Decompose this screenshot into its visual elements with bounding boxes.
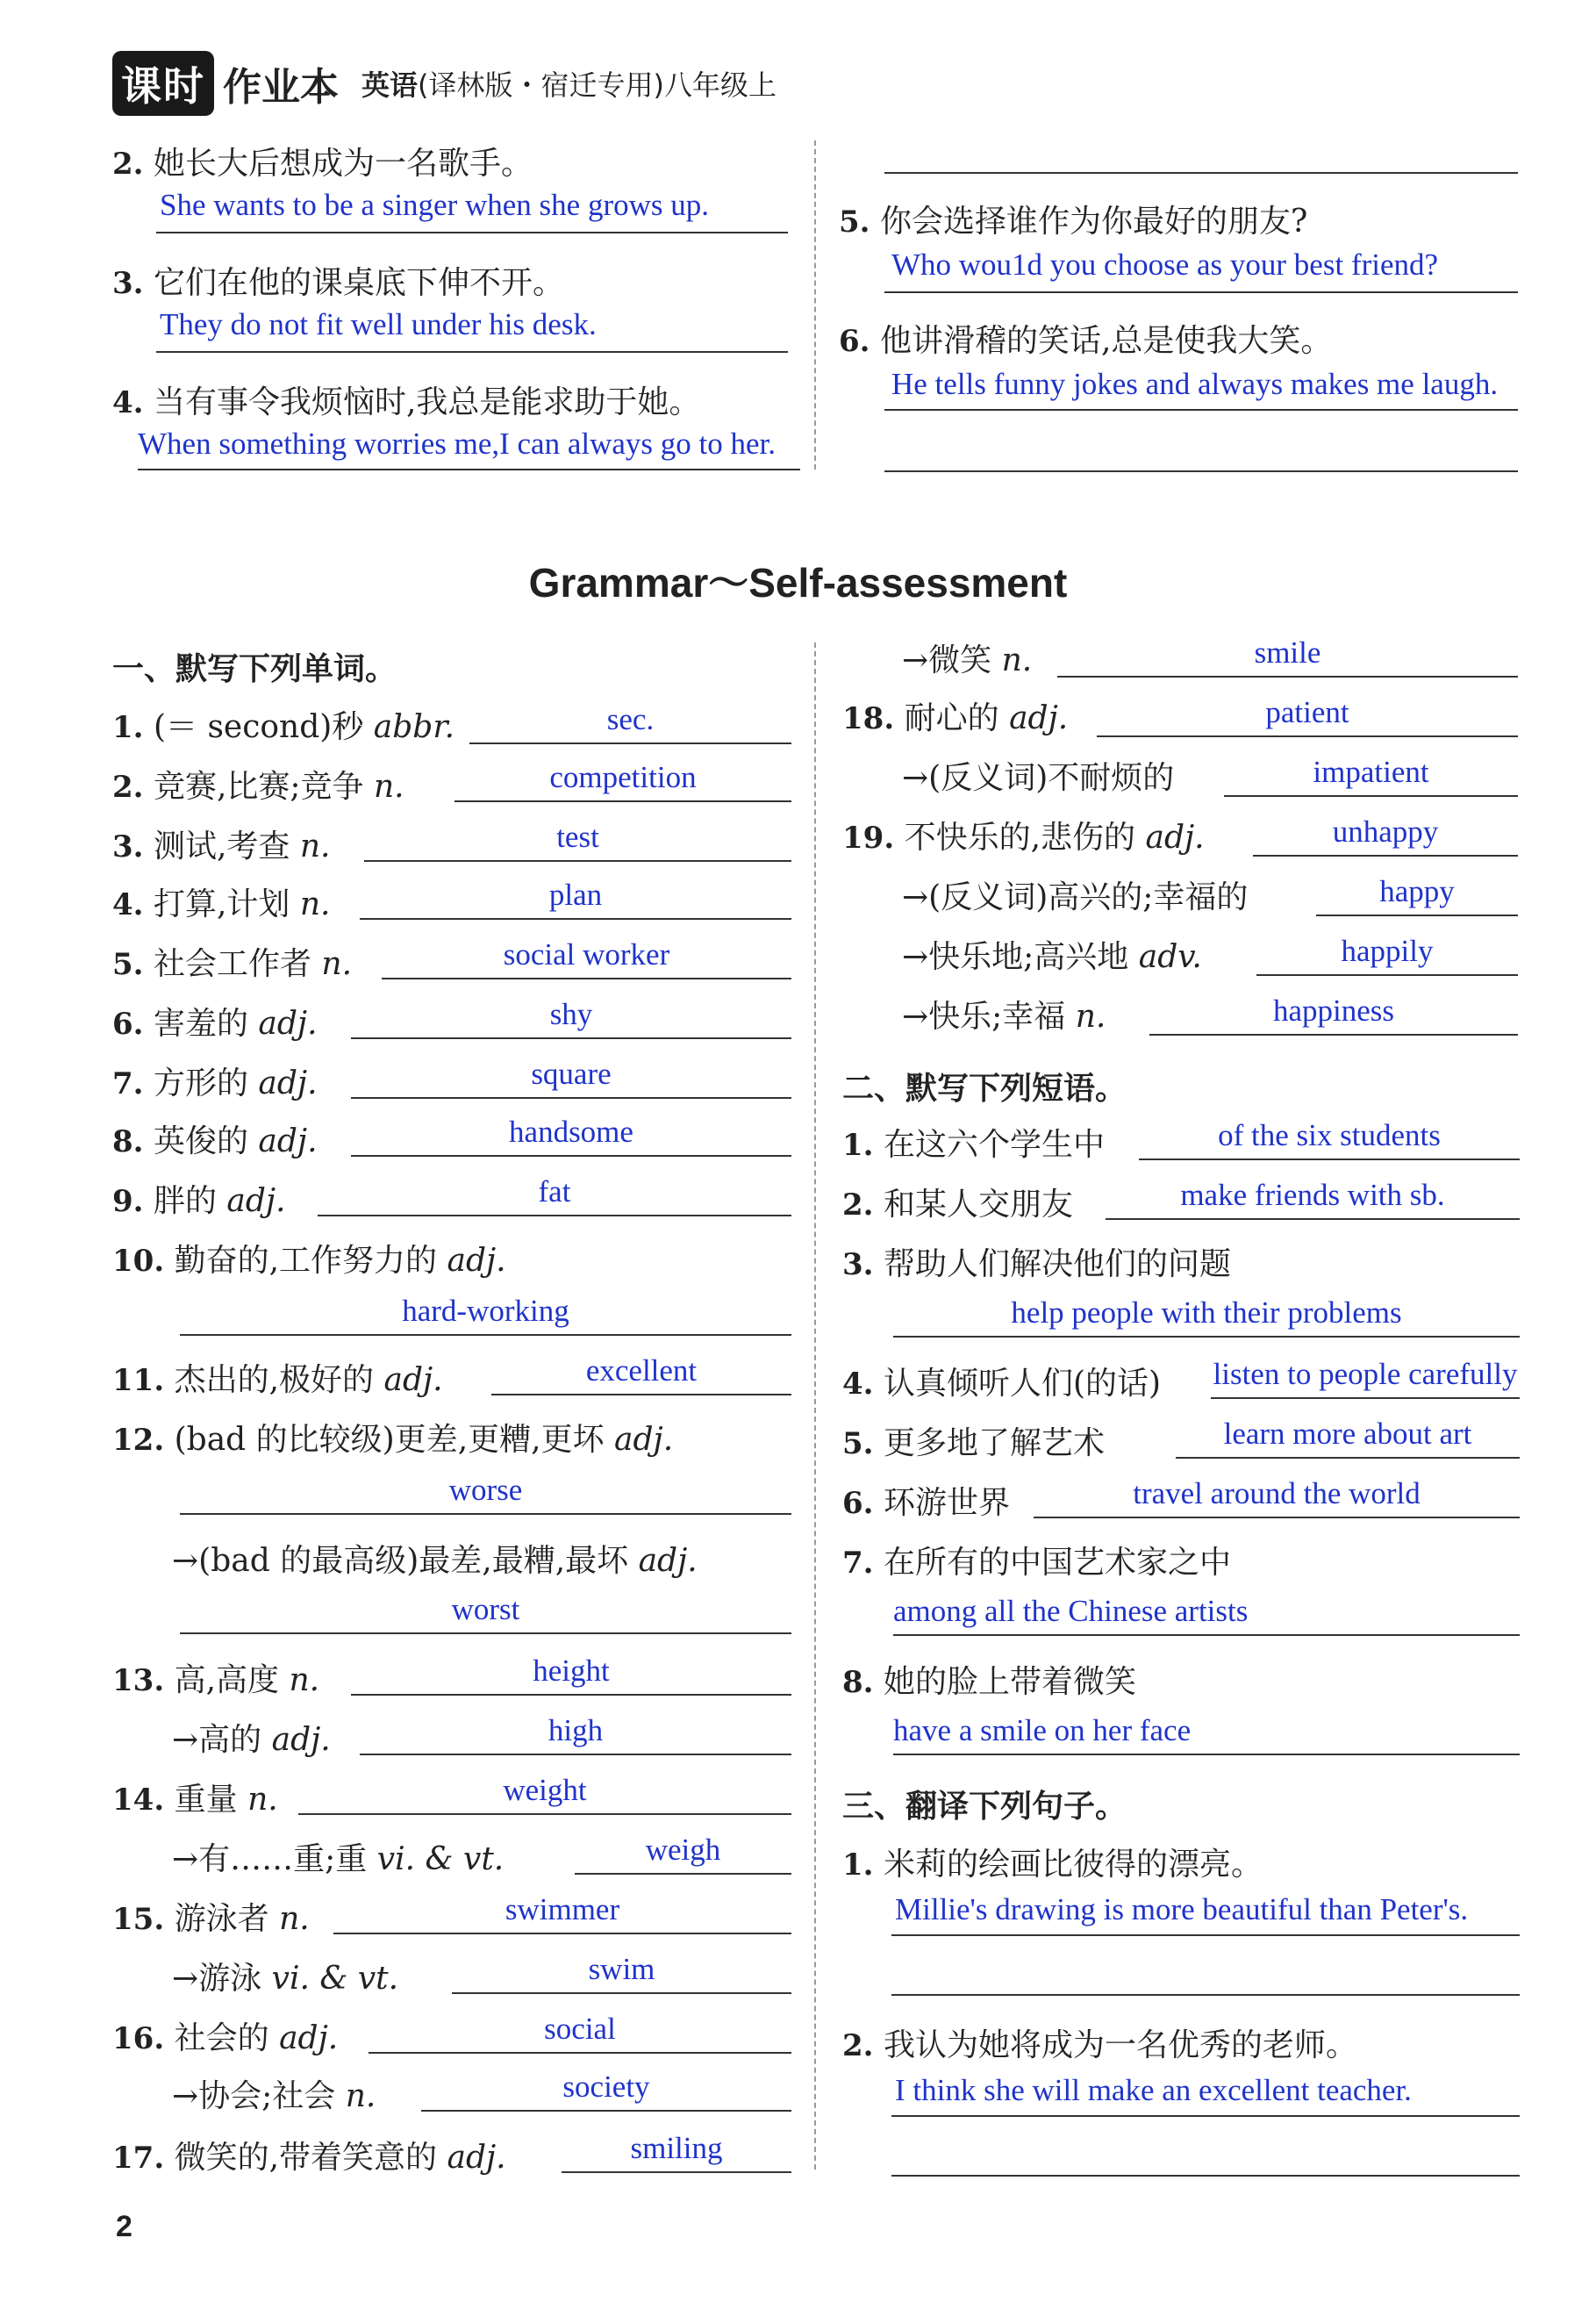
- item-prompt: [842, 693, 1068, 738]
- part-of-speech: adj.: [447, 2140, 506, 2176]
- page-number: 2: [116, 2210, 132, 2243]
- answer-text: He tells funny jokes and always makes me laugh.: [891, 367, 1499, 401]
- part-of-speech: adj.: [1009, 700, 1069, 736]
- answer-line: [1176, 1457, 1520, 1459]
- part-of-speech: adj.: [614, 1422, 674, 1458]
- item-prompt: [842, 1418, 1105, 1463]
- item-chinese: 竞赛,比赛;竞争: [153, 769, 374, 805]
- item-chinese: 环游世界: [883, 1485, 1010, 1521]
- answer-line: [1034, 1517, 1520, 1518]
- item-chinese: 害羞的: [153, 1006, 259, 1042]
- item-prompt: [112, 1116, 318, 1161]
- answer-line: [1149, 1034, 1518, 1036]
- part-of-speech: n.: [279, 1901, 310, 1937]
- part-of-speech: adj.: [279, 2020, 339, 2056]
- answer-text: competition: [549, 760, 697, 794]
- item-prompt: [112, 1415, 673, 1460]
- item-chinese: 高,高度: [174, 1662, 290, 1698]
- part-of-speech: n.: [373, 769, 404, 805]
- answer-line: [893, 1336, 1520, 1338]
- item-prompt: [842, 872, 1248, 917]
- answer-text: travel around the world: [1133, 1476, 1421, 1510]
- part-of-speech: n.: [299, 829, 331, 864]
- item-prompt: [842, 932, 1202, 977]
- item-chinese: 勤奋的,工作努力的: [174, 1243, 447, 1279]
- item-prompt: [842, 1840, 1263, 1884]
- answer-text: help people with their problems: [1011, 1295, 1402, 1330]
- part-of-speech: n.: [289, 1662, 320, 1698]
- answer-text: plan: [548, 878, 603, 912]
- answer-text: happiness: [1272, 994, 1395, 1028]
- item-chinese: →(反义词)高兴的;幸福的: [902, 879, 1249, 915]
- answer-line: [884, 470, 1518, 472]
- section-heading: Grammar～Self-assessment: [528, 560, 1068, 606]
- answer-line: [351, 1097, 791, 1099]
- item-chinese: →微笑: [902, 642, 1002, 678]
- item-number: 17.: [112, 2141, 165, 2176]
- answer-text: society: [562, 2070, 650, 2104]
- item-chinese: 胖的: [153, 1183, 227, 1219]
- answer-text: worse: [448, 1473, 523, 1507]
- answer-text: Who wou1d you choose as your best friend?: [891, 247, 1439, 282]
- part-of-speech: adj.: [1145, 820, 1205, 856]
- item-chinese: 不快乐的,悲伤的: [904, 820, 1146, 856]
- answer-text: weigh: [645, 1833, 721, 1867]
- answer-text: swim: [588, 1952, 655, 1986]
- item-number: 6.: [842, 1486, 874, 1521]
- item-number: 5.: [842, 1426, 874, 1461]
- answer-line: [884, 409, 1518, 411]
- answer-line: [180, 1632, 791, 1634]
- answer-line: [360, 918, 791, 920]
- item-prompt: [112, 2071, 376, 2116]
- answer-line: [891, 2115, 1520, 2117]
- answer-text: have a smile on her face: [893, 1713, 1192, 1747]
- item-chinese: (＝ second)秒: [153, 709, 374, 745]
- item-number: 2.: [842, 1187, 874, 1223]
- answer-line: [1057, 676, 1518, 678]
- answer-text: I think she will make an excellent teacher.: [895, 2073, 1412, 2107]
- item-number: 18.: [842, 701, 895, 736]
- question-item: 6. 他讲滑稽的笑话,总是使我大笑。: [839, 323, 1333, 359]
- answer-line: [893, 1634, 1520, 1636]
- item-chinese: 和某人交朋友: [883, 1187, 1073, 1223]
- item-prompt: [112, 1176, 286, 1221]
- item-prompt: [112, 939, 352, 984]
- answer-line: [360, 1754, 791, 1755]
- item-chinese: 微笑的,带着笑意的: [174, 2140, 447, 2176]
- column-divider-main: [814, 642, 816, 2170]
- section-2-title: 二、默写下列短语。: [842, 1071, 1127, 1107]
- item-chinese: →(反义词)不耐烦的: [902, 760, 1175, 796]
- item-prompt: [842, 992, 1106, 1037]
- item-prompt: [112, 1834, 504, 1879]
- item-chinese: 重量: [174, 1782, 248, 1818]
- item-number: 1.: [842, 1128, 874, 1163]
- answer-text: worst: [451, 1592, 520, 1626]
- item-number: 3.: [112, 829, 144, 864]
- item-number: 11.: [112, 1363, 165, 1398]
- part-of-speech: adj.: [447, 1243, 506, 1279]
- item-prompt: [842, 1239, 1231, 1284]
- answer-line: [1253, 855, 1518, 857]
- item-prompt: [842, 1180, 1073, 1224]
- part-of-speech: abbr.: [373, 709, 455, 745]
- answer-text: excellent: [585, 1353, 698, 1388]
- question-item: 5. 你会选择谁作为你最好的朋友?: [839, 204, 1308, 240]
- item-chinese: 打算,计划: [153, 886, 300, 922]
- answer-line: [469, 742, 791, 744]
- answer-text: square: [531, 1057, 612, 1091]
- part-of-speech: adj.: [271, 1722, 331, 1758]
- answer-text: She wants to be a singer when she grows up.: [160, 188, 710, 222]
- item-number: 10.: [112, 1244, 165, 1279]
- item-number: 5.: [112, 947, 144, 982]
- answer-text: handsome: [509, 1115, 633, 1149]
- item-chinese: 测试,考查: [153, 829, 300, 864]
- item-prompt: [112, 999, 318, 1044]
- answer-text: among all the Chinese artists: [893, 1594, 1249, 1628]
- item-chinese: 我认为她将成为一名优秀的老师。: [883, 2027, 1357, 2063]
- item-prompt: [112, 821, 330, 866]
- part-of-speech: adj.: [226, 1183, 286, 1219]
- item-number: 16.: [112, 2021, 165, 2056]
- part-of-speech: adj.: [383, 1362, 443, 1398]
- answer-line: [421, 2110, 791, 2112]
- item-prompt: [112, 702, 454, 747]
- item-chinese: →(bad 的最高级)最差,最糟,最坏: [172, 1543, 639, 1579]
- answer-text: happily: [1341, 934, 1434, 968]
- item-chinese: 米莉的绘画比彼得的漂亮。: [883, 1847, 1263, 1883]
- item-number: 12.: [112, 1423, 165, 1458]
- answer-text: patient: [1265, 695, 1349, 729]
- item-prompt: [842, 1657, 1136, 1702]
- part-of-speech: adj.: [638, 1543, 698, 1579]
- answer-line: [452, 1992, 791, 1994]
- item-number: 2.: [112, 770, 144, 805]
- answer-text: sec.: [606, 702, 655, 736]
- item-number: 8.: [842, 1665, 874, 1700]
- answer-line: [180, 1513, 791, 1515]
- answer-text: high: [548, 1713, 604, 1747]
- answer-text: of the six students: [1218, 1118, 1441, 1152]
- answer-line: [138, 469, 800, 470]
- answer-line: [1256, 974, 1518, 976]
- item-chinese: →高的: [172, 1722, 272, 1758]
- item-chinese: 方形的: [153, 1065, 259, 1101]
- item-chinese: 帮助人们解决他们的问题: [883, 1246, 1231, 1282]
- answer-text: impatient: [1313, 755, 1429, 789]
- answer-line: [1211, 1397, 1520, 1399]
- answer-text: listen to people carefully: [1213, 1357, 1518, 1391]
- brand-subtitle: 作业本: [223, 65, 339, 110]
- answer-line: [1316, 915, 1518, 916]
- item-prompt: [112, 2133, 506, 2177]
- item-chinese: 游泳者: [174, 1901, 280, 1937]
- answer-text: fat: [538, 1174, 571, 1209]
- item-prompt: [112, 1954, 398, 1998]
- answer-line: [382, 978, 791, 979]
- answer-text: Millie's drawing is more beautiful than Peter's.: [895, 1892, 1469, 1926]
- answer-line: [891, 2175, 1520, 2177]
- answer-text: happy: [1379, 874, 1455, 908]
- answer-line: [884, 172, 1518, 174]
- item-prompt: [842, 635, 1032, 680]
- answer-text: smile: [1254, 635, 1321, 670]
- answer-line: [364, 860, 791, 862]
- answer-line: [1097, 735, 1518, 737]
- item-number: 8.: [112, 1124, 144, 1159]
- answer-line: [333, 1933, 791, 1934]
- answer-line: [1224, 795, 1518, 797]
- item-prompt: [112, 1355, 443, 1400]
- item-prompt: [112, 1536, 698, 1581]
- item-prompt: [842, 1359, 1161, 1403]
- item-chinese: 耐心的: [904, 700, 1010, 736]
- item-number: 6.: [112, 1007, 144, 1042]
- answer-line: [156, 351, 788, 353]
- item-chinese: →协会;社会: [172, 2078, 346, 2114]
- item-chinese: →快乐地;高兴地: [902, 939, 1139, 975]
- item-number: 2.: [842, 2028, 874, 2063]
- column-divider-top: [814, 140, 816, 470]
- part-of-speech: n.: [321, 946, 353, 982]
- part-of-speech: adj.: [258, 1006, 318, 1042]
- answer-line: [884, 291, 1518, 293]
- item-chinese: 杰出的,极好的: [174, 1362, 384, 1398]
- part-of-speech: adj.: [258, 1065, 318, 1101]
- item-number: 14.: [112, 1783, 165, 1818]
- part-of-speech: n.: [1075, 999, 1106, 1035]
- item-prompt: [112, 1655, 319, 1700]
- item-number: 9.: [112, 1184, 144, 1219]
- item-prompt: [112, 1058, 318, 1103]
- item-prompt: [112, 1775, 278, 1819]
- answer-text: test: [556, 820, 599, 854]
- item-number: 19.: [842, 821, 895, 856]
- part-of-speech: n.: [299, 886, 331, 922]
- answer-line: [891, 1934, 1520, 1936]
- answer-line: [575, 1873, 791, 1875]
- question-item: 3. 它们在他的课桌底下伸不开。: [112, 265, 564, 301]
- item-prompt: [842, 1538, 1231, 1582]
- part-of-speech: n.: [1001, 642, 1033, 678]
- item-number: 1.: [112, 710, 144, 745]
- item-prompt: [112, 879, 330, 924]
- answer-text: They do not fit well under his desk.: [160, 307, 597, 341]
- part-of-speech: adv.: [1138, 939, 1202, 975]
- answer-line: [369, 2052, 791, 2054]
- item-prompt: [842, 2020, 1357, 2065]
- answer-line: [454, 800, 791, 802]
- item-chinese: 社会工作者: [153, 946, 322, 982]
- header: [112, 53, 777, 114]
- answer-line: [156, 232, 788, 233]
- item-number: 4.: [112, 887, 144, 922]
- item-prompt: [842, 813, 1205, 857]
- answer-text: social: [544, 2012, 616, 2046]
- item-chinese: 更多地了解艺术: [883, 1425, 1105, 1461]
- answer-line: [491, 1394, 791, 1395]
- item-chinese: 在这六个学生中: [883, 1127, 1105, 1163]
- item-chinese: 认真倾听人们(的话): [883, 1366, 1162, 1402]
- item-number: 13.: [112, 1663, 165, 1698]
- section-3-title: 三、翻译下列句子。: [842, 1789, 1127, 1825]
- part-of-speech: vi. & vt.: [376, 1841, 505, 1877]
- answer-line: [1106, 1218, 1520, 1220]
- answer-line: [351, 1694, 791, 1696]
- part-of-speech: n.: [345, 2078, 376, 2114]
- item-prompt: [842, 753, 1174, 798]
- answer-line: [351, 1155, 791, 1157]
- item-chinese: (bad 的比较级)更差,更糟,更坏: [174, 1422, 615, 1458]
- item-number: 15.: [112, 1902, 165, 1937]
- answer-line: [893, 1754, 1520, 1755]
- answer-text: shy: [549, 997, 593, 1031]
- answer-text: height: [533, 1653, 610, 1688]
- question-item: 2. 她长大后想成为一名歌手。: [112, 146, 533, 182]
- part-of-speech: adj.: [258, 1123, 318, 1159]
- item-number: 4.: [842, 1367, 874, 1402]
- answer-line: [562, 2171, 791, 2173]
- part-of-speech: n.: [247, 1782, 278, 1818]
- section-1-title: 一、默写下列单词。: [112, 651, 397, 687]
- answer-line: [180, 1334, 791, 1336]
- item-chinese: 她的脸上带着微笑: [883, 1664, 1136, 1700]
- item-chinese: 在所有的中国艺术家之中: [883, 1545, 1231, 1581]
- item-prompt: [842, 1120, 1105, 1165]
- answer-line: [351, 1037, 791, 1039]
- answer-line: [1139, 1158, 1520, 1160]
- subject-line: 英语(译林版・宿迁专用)八年级上: [361, 68, 777, 102]
- answer-text: social worker: [503, 937, 670, 972]
- item-prompt: [112, 1236, 506, 1280]
- item-number: 3.: [842, 1247, 874, 1282]
- item-prompt: [112, 762, 404, 807]
- item-number: 7.: [112, 1066, 144, 1101]
- answer-line: [298, 1813, 791, 1815]
- answer-text: swimmer: [505, 1892, 620, 1926]
- item-prompt: [112, 1715, 331, 1760]
- item-number: 1.: [842, 1847, 874, 1883]
- item-prompt: [112, 2013, 338, 2058]
- item-prompt: [112, 1894, 310, 1939]
- brand-logo: 课时: [112, 51, 214, 116]
- part-of-speech: vi. & vt.: [271, 1961, 399, 1997]
- item-chinese: 英俊的: [153, 1123, 259, 1159]
- answer-text: smiling: [630, 2131, 723, 2165]
- item-chinese: →有……重;重: [172, 1841, 377, 1877]
- item-chinese: →游泳: [172, 1961, 272, 1997]
- question-item: 4. 当有事令我烦恼时,我总是能求助于她。: [112, 384, 701, 420]
- answer-text: weight: [503, 1773, 587, 1807]
- answer-text: When something worries me,I can always go to her.: [138, 427, 777, 461]
- answer-text: make friends with sb.: [1180, 1178, 1445, 1212]
- answer-line: [891, 1994, 1520, 1996]
- answer-text: hard-working: [402, 1294, 569, 1328]
- item-chinese: 社会的: [174, 2020, 280, 2056]
- item-number: 7.: [842, 1546, 874, 1581]
- answer-text: unhappy: [1332, 814, 1439, 849]
- item-chinese: →快乐;幸福: [902, 999, 1076, 1035]
- item-prompt: [842, 1478, 1010, 1523]
- answer-text: learn more about art: [1223, 1417, 1472, 1451]
- answer-line: [318, 1215, 791, 1216]
